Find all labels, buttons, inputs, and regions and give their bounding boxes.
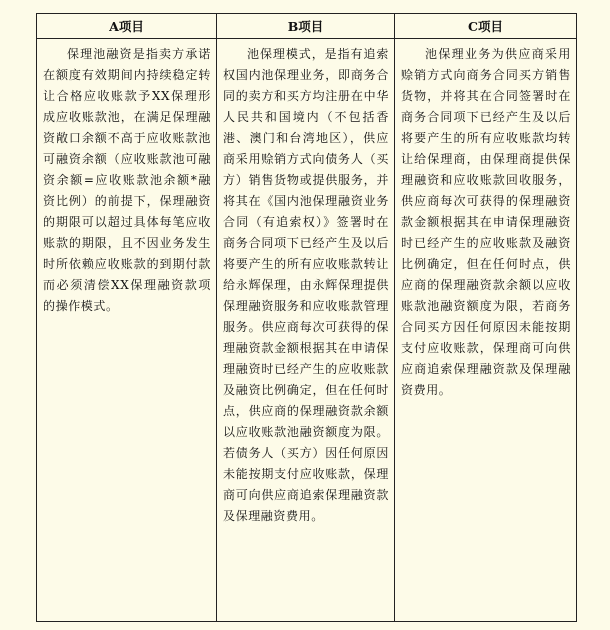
cell-project-c (395, 39, 577, 622)
cell-project-a (37, 39, 217, 622)
project-c-description: 池保理业务为供应商采用赊销方式向商务合同买方销售货物，并将其在合同签署时在商务合同项下已经产生及以后将要产生的所有应收账款均转让给保理商，由保理商提供保理融资和应收账款回收服务，供应商每次可获得的保理融资款金额根据其在申请保理融资时已经产生的应收账款及融资比例确定，但在任何时点，供应商的保理融资款余额以应收账款池融资额度为限，若商务合同买方因任何原因未能按期支付应收账款，保理商可向供应商追索保理融资款及保理融资费用。 (401, 47, 571, 397)
header-project-b: B项目 (217, 14, 395, 39)
comparison-table (36, 13, 577, 622)
header-project-a: A项目 (37, 14, 217, 39)
cell-project-b (217, 39, 395, 622)
project-b-description: 池保理模式，是指有追索权国内池保理业务，即商务合同的卖方和买方均注册在中华人民共和国境内（不包括香港、澳门和台湾地区），供应商采用赊销方式向债务人（买方）销售货物或提供服务，并将其在《国内池保理融资业务合同（有追索权）》签署时在商务合同项下已经产生及以后将要产生的所有应收账款转让给永辉保理，由永辉保理提供保理融资服务和应收账款管理服务。供应商每次可获得的保理融资款金额根据其在申请保理融资时已经产生的应收账款及融资比例确定，但在任何时点，供应商的保理融资款余额以应收账款池融资额度为限。若债务人（买方）因任何原因未能按期支付应收账款，保理商可向供应商追索保理融资款及保理融资费用。 (223, 47, 389, 523)
content-row (37, 39, 577, 622)
header-project-c: C项目 (395, 14, 577, 39)
project-a-description: 保理池融资是指卖方承诺在额度有效期间内持续稳定转让合格应收账款予XX保理形成应收账款池，在满足保理融资敞口余额不高于应收账款池可融资余额（应收账款池可融资余额=应收账款池余额*融资比例）的前提下，保理融资的期限可以超过具体每笔应收账款的期限，且不因业务发生时所依赖应收账款的到期付款而必须清偿XX保理融资款项的操作模式。 (43, 47, 211, 313)
header-row (37, 14, 577, 39)
